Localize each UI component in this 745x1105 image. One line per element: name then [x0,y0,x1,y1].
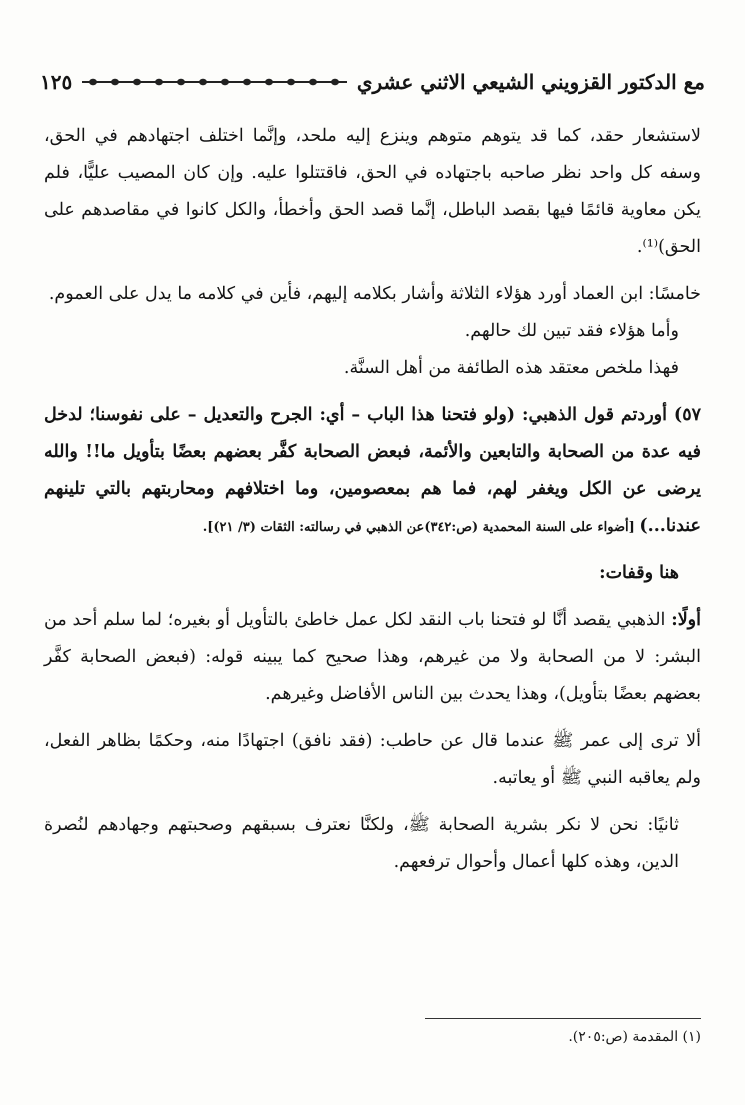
point-text: الذهبي يقصد أنَّا لو فتحنا باب النقد لكل عمل خاطئ بالتأويل أو بغيره؛ لما سلم أحد من البشر: لا من الصحابة ولا من غيرهم، وهذا صحيح كما يبينه قوله: (فبعض الصحابة كفَّر بعضهم بعضًا بتأويل)، وهذا يحدث بين الناس الأفاضل وغيرهم. [44,610,701,704]
paragraph-second-point: ثانيًا: نحن لا نكر بشرية الصحابة ﷺ، ولكنَّا نعترف بسبقهم وصحبتهم وجهادهم لنُصرة الدين، وهذه كلها أعمال وأحوال ترفعهم. [44,815,679,872]
page-number: ١٢٥ [40,70,73,94]
paragraph-3: وأما هؤلاء فقد تبين لك حالهم. [464,321,679,341]
source-reference: [أضواء على السنة المحمدية (ص:٣٤٢)عن الذهبي في رسالته: الثقات (٣/ ٢١)]. [202,520,640,535]
paragraph-2: خامسًا: ابن العماد أورد هؤلاء الثلاثة وأشار بكلامه إليهم، فأين في كلامه ما يدل على العموم. [48,284,701,304]
ornament-divider [82,74,347,90]
paragraph-4: فهذا ملخص معتقد هذه الطائفة من أهل السنَّة. [343,358,679,378]
paragraph-1: لاستشعار حقد، كما قد يتوهم متوهم وينزع إليه ملحد، وإنَّما اختلف اجتهادهم في الحق، وسفه كل واحد نظر صاحبه باجتهاده في الحق، فاقتتلوا عليه. وإن كان المصيب عليًّا، فلم يكن معاوية قائمًا فيها بقصد الباطل، إنَّما قصد الحق وأخطأ، والكل كانوا في مقاصدهم على الحق)⁽¹⁾. [44,126,701,257]
paragraph-57 [44,397,701,545]
page-body [44,118,701,881]
paragraph-umar: ألا ترى إلى عمر ﷺ عندما قال عن حاطب: (فقد نافق) اجتهادًا منه، وحكمًا بظاهر الفعل، ولم يعاقبه النبي ﷺ أو يعاتبه. [44,731,701,788]
header-title: مع الدكتور القزويني الشيعي الاثني عشري [356,70,705,94]
footnote: (١) المقدمة (ص:٢٠٥). [568,1029,701,1045]
section-heading: هنا وقفات: [599,563,679,583]
footnote-separator [425,1018,701,1019]
running-header [40,62,705,102]
paragraph-first-point [44,602,701,713]
point-label: أولًا: [671,610,701,630]
quote-text: ٥٧) أوردتم قول الذهبي: (ولو فتحنا هذا الباب – أي: الجرح والتعديل – على نفوسنا؛ لدخل فيه عدة من الصحابة والتابعين والأئمة، فبعض الصحابة كفَّر بعضهم بعضًا بتأويل ما!! والله يرضى عن الكل ويغفر لهم، فما هم بمعصومين، وما اختلافهم ومحاربتهم بالتي تلينهم عندنا...) [44,405,701,536]
